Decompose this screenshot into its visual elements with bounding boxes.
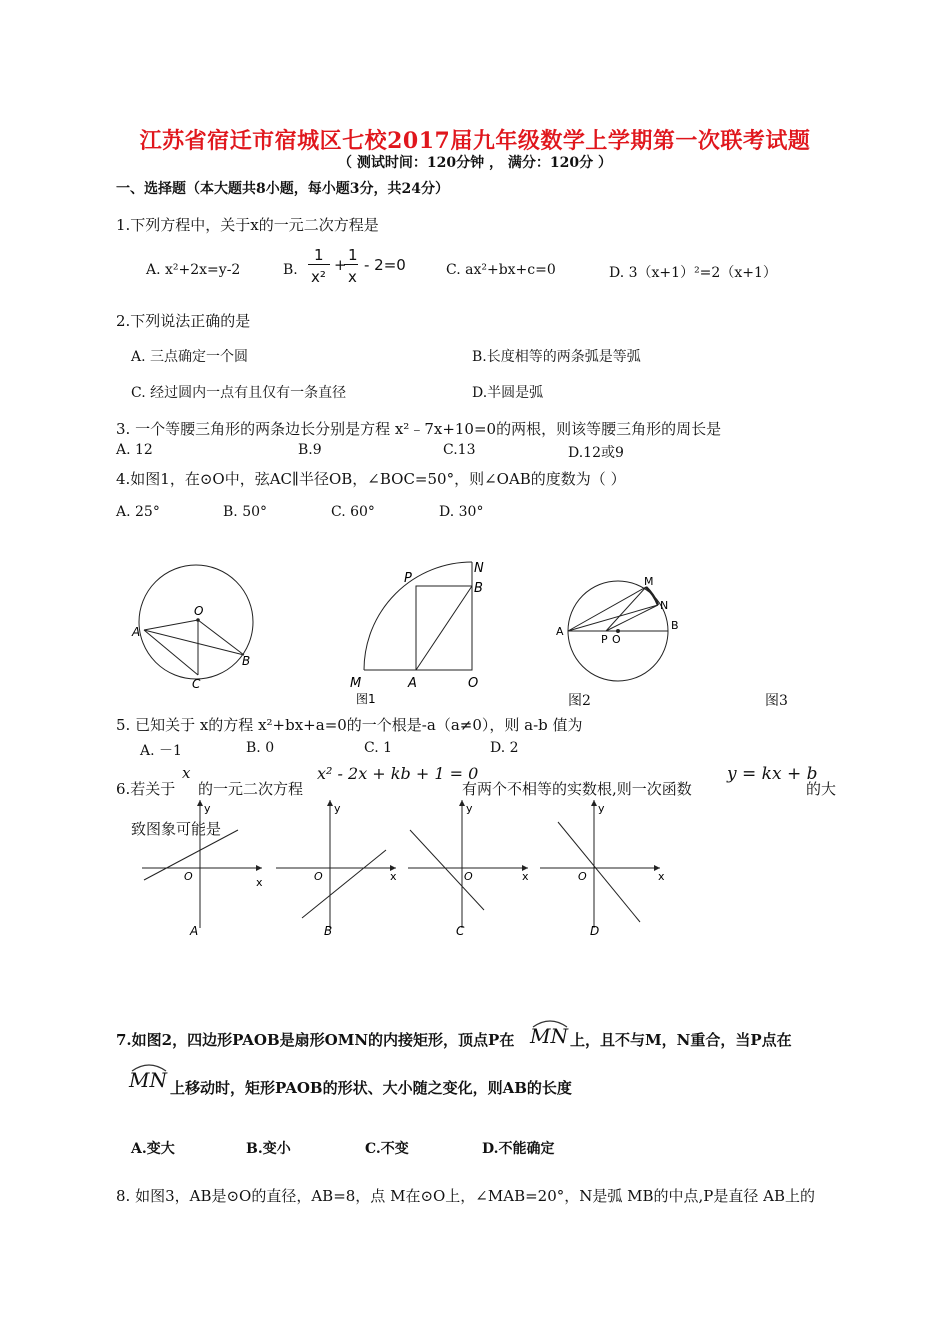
q7-option-d: D.不能确定 [482, 1141, 555, 1157]
fig2-label-a: A [408, 676, 417, 691]
q4-option-a: A. 25° [116, 504, 160, 520]
graph-b-origin: O [314, 870, 323, 883]
graph-a-y-label: y [204, 802, 211, 815]
fig3-label-n: N [660, 599, 669, 612]
graph-c-x-label: x [522, 870, 529, 883]
fig3-label-m: M [644, 575, 654, 588]
q7-stem-c: 上移动时，矩形PAOB的形状、大小随之变化，则AB的长度 [170, 1079, 572, 1097]
fig3-label-a: A [556, 625, 564, 638]
q6-stem-c: 有两个不相等的实数根,则一次函数 [462, 780, 692, 798]
figure-3-circle [550, 565, 690, 685]
figure-2-sector [340, 560, 500, 710]
fig3-label-b: B [671, 619, 679, 632]
arc-mn-text-2: MN [129, 1068, 167, 1092]
q5-option-b: B. 0 [246, 740, 275, 756]
fig3-label-o: O [612, 633, 621, 646]
graph-a-label: A [190, 924, 199, 938]
q8-stem: 8. 如图3，AB是⊙O的直径，AB=8，点 M在⊙O上，∠MAB=20°，N是弧 MB的中点,P是直径 AB上的 [116, 1187, 816, 1205]
q6-stem-d: 的大 [806, 780, 837, 798]
graph-d-y-label: y [598, 802, 605, 815]
fig1-label-a: A [132, 625, 141, 639]
graph-b-label: B [324, 924, 333, 938]
q3-option-d: D.12或9 [568, 445, 624, 461]
frac2-numerator: 1 [348, 246, 358, 264]
q1-option-c: C. ax²+bx+c=0 [446, 262, 556, 278]
q2-stem: 2.下列说法正确的是 [116, 312, 251, 330]
q2-option-c: C. 经过圆内一点有且仅有一条直径 [131, 385, 347, 401]
section-heading: 一、选择题（本大题共8小题，每小题3分，共24分） [116, 181, 449, 197]
q5-stem: 5. 已知关于 x的方程 x²+bx+a=0的一个根是-a（a≠0），则 a-b 值为 [116, 716, 583, 734]
graph-d-origin: O [578, 870, 587, 883]
graph-c-origin: O [464, 870, 473, 883]
figure-2-caption: 图2 [568, 693, 591, 709]
graph-b-x-label: x [390, 870, 397, 883]
q4-option-c: C. 60° [331, 504, 375, 520]
graph-c-label: C [456, 924, 465, 938]
graph-a-origin: O [184, 870, 193, 883]
q6-graph-a [138, 800, 268, 950]
graph-b-y-label: y [334, 802, 341, 815]
graph-c-y-label: y [466, 802, 473, 815]
fig2-label-m: M [350, 676, 362, 691]
q6-graph-d [536, 800, 670, 950]
q1-option-b-label: B. [283, 262, 298, 278]
q7-option-a: A.变大 [131, 1141, 175, 1157]
expression-tail: - 2=0 [364, 256, 406, 274]
frac1-bar [308, 264, 330, 265]
frac1-denominator: x² [311, 268, 326, 286]
fig1-label-c: C [192, 677, 201, 691]
q6-stem-e: 致图象可能是 [131, 820, 222, 838]
q6-variable-x: x [182, 764, 191, 782]
q5-option-d: D. 2 [490, 740, 519, 756]
arc-mn-text-1: MN [530, 1024, 568, 1048]
q6-graph-c [404, 800, 534, 950]
q1-stem: 1.下列方程中，关于x的一元二次方程是 [116, 216, 379, 234]
fig2-label-b: B [474, 581, 483, 596]
q1-option-a: A. x²+2x=y-2 [146, 262, 241, 278]
q5-option-a: A. －1 [140, 743, 182, 759]
graph-a-x-label: x [256, 876, 263, 889]
fig2-caption-left: 图1 [356, 692, 376, 706]
q4-option-b: B. 50° [223, 504, 268, 520]
frac2-bar [344, 264, 358, 265]
q6-equation: x² - 2x + kb + 1 = 0 [317, 764, 479, 783]
fig3-label-p: P [601, 633, 608, 646]
q6-stem-a: 6.若关于 [116, 780, 176, 798]
frac1-numerator: 1 [314, 246, 324, 264]
frac2-denominator: x [348, 268, 357, 286]
q4-stem: 4.如图1，在⊙O中，弦AC∥半径OB，∠BOC=50°，则∠OAB的度数为（ ） [116, 470, 626, 488]
q1-option-d: D. 3（x+1）²=2（x+1） [609, 265, 777, 281]
q7-option-c: C.不变 [365, 1141, 409, 1157]
q6-stem-b: 的一元二次方程 [198, 780, 304, 798]
q7-stem-b: 上，且不与M，N重合，当P点在 [570, 1031, 792, 1049]
q7-stem-a: 7.如图2，四边形PAOB是扇形OMN的内接矩形，顶点P在 [116, 1031, 515, 1049]
fig1-label-o: O [194, 604, 204, 618]
fig2-label-p: P [404, 571, 412, 586]
q3-stem: 3. 一个等腰三角形的两条边长分别是方程 x²﹣7x+10=0的两根，则该等腰三角形的周长是 [116, 420, 722, 438]
q3-option-b: B.9 [298, 442, 322, 458]
q2-option-d: D.半圆是弧 [472, 385, 544, 401]
q6-graph-b [272, 800, 402, 950]
q3-option-a: A. 12 [116, 442, 153, 458]
fig1-label-b: B [242, 654, 251, 668]
fig2-label-o: O [468, 676, 479, 691]
q4-option-d: D. 30° [439, 504, 484, 520]
figure-3-caption: 图3 [765, 693, 788, 709]
graph-d-x-label: x [658, 870, 665, 883]
graph-d-label: D [590, 924, 600, 938]
q6-linear-function: y = kx + b [727, 764, 818, 784]
q5-option-c: C. 1 [364, 740, 393, 756]
q3-option-c: C.13 [443, 442, 476, 458]
q2-option-a: A. 三点确定一个圆 [131, 349, 249, 365]
q2-option-b: B.长度相等的两条弧是等弧 [472, 349, 641, 365]
figure-1-circle [126, 560, 266, 700]
q7-option-b: B.变小 [246, 1141, 291, 1157]
plus-sign: + [334, 256, 347, 274]
page-title: 江苏省宿迁市宿城区七校2017届九年级数学上学期第一次联考试题 [139, 128, 811, 154]
fig2-label-n: N [474, 561, 484, 576]
test-info: （ 测试时间：120分钟 ， 满分：120分 ） [338, 155, 612, 171]
